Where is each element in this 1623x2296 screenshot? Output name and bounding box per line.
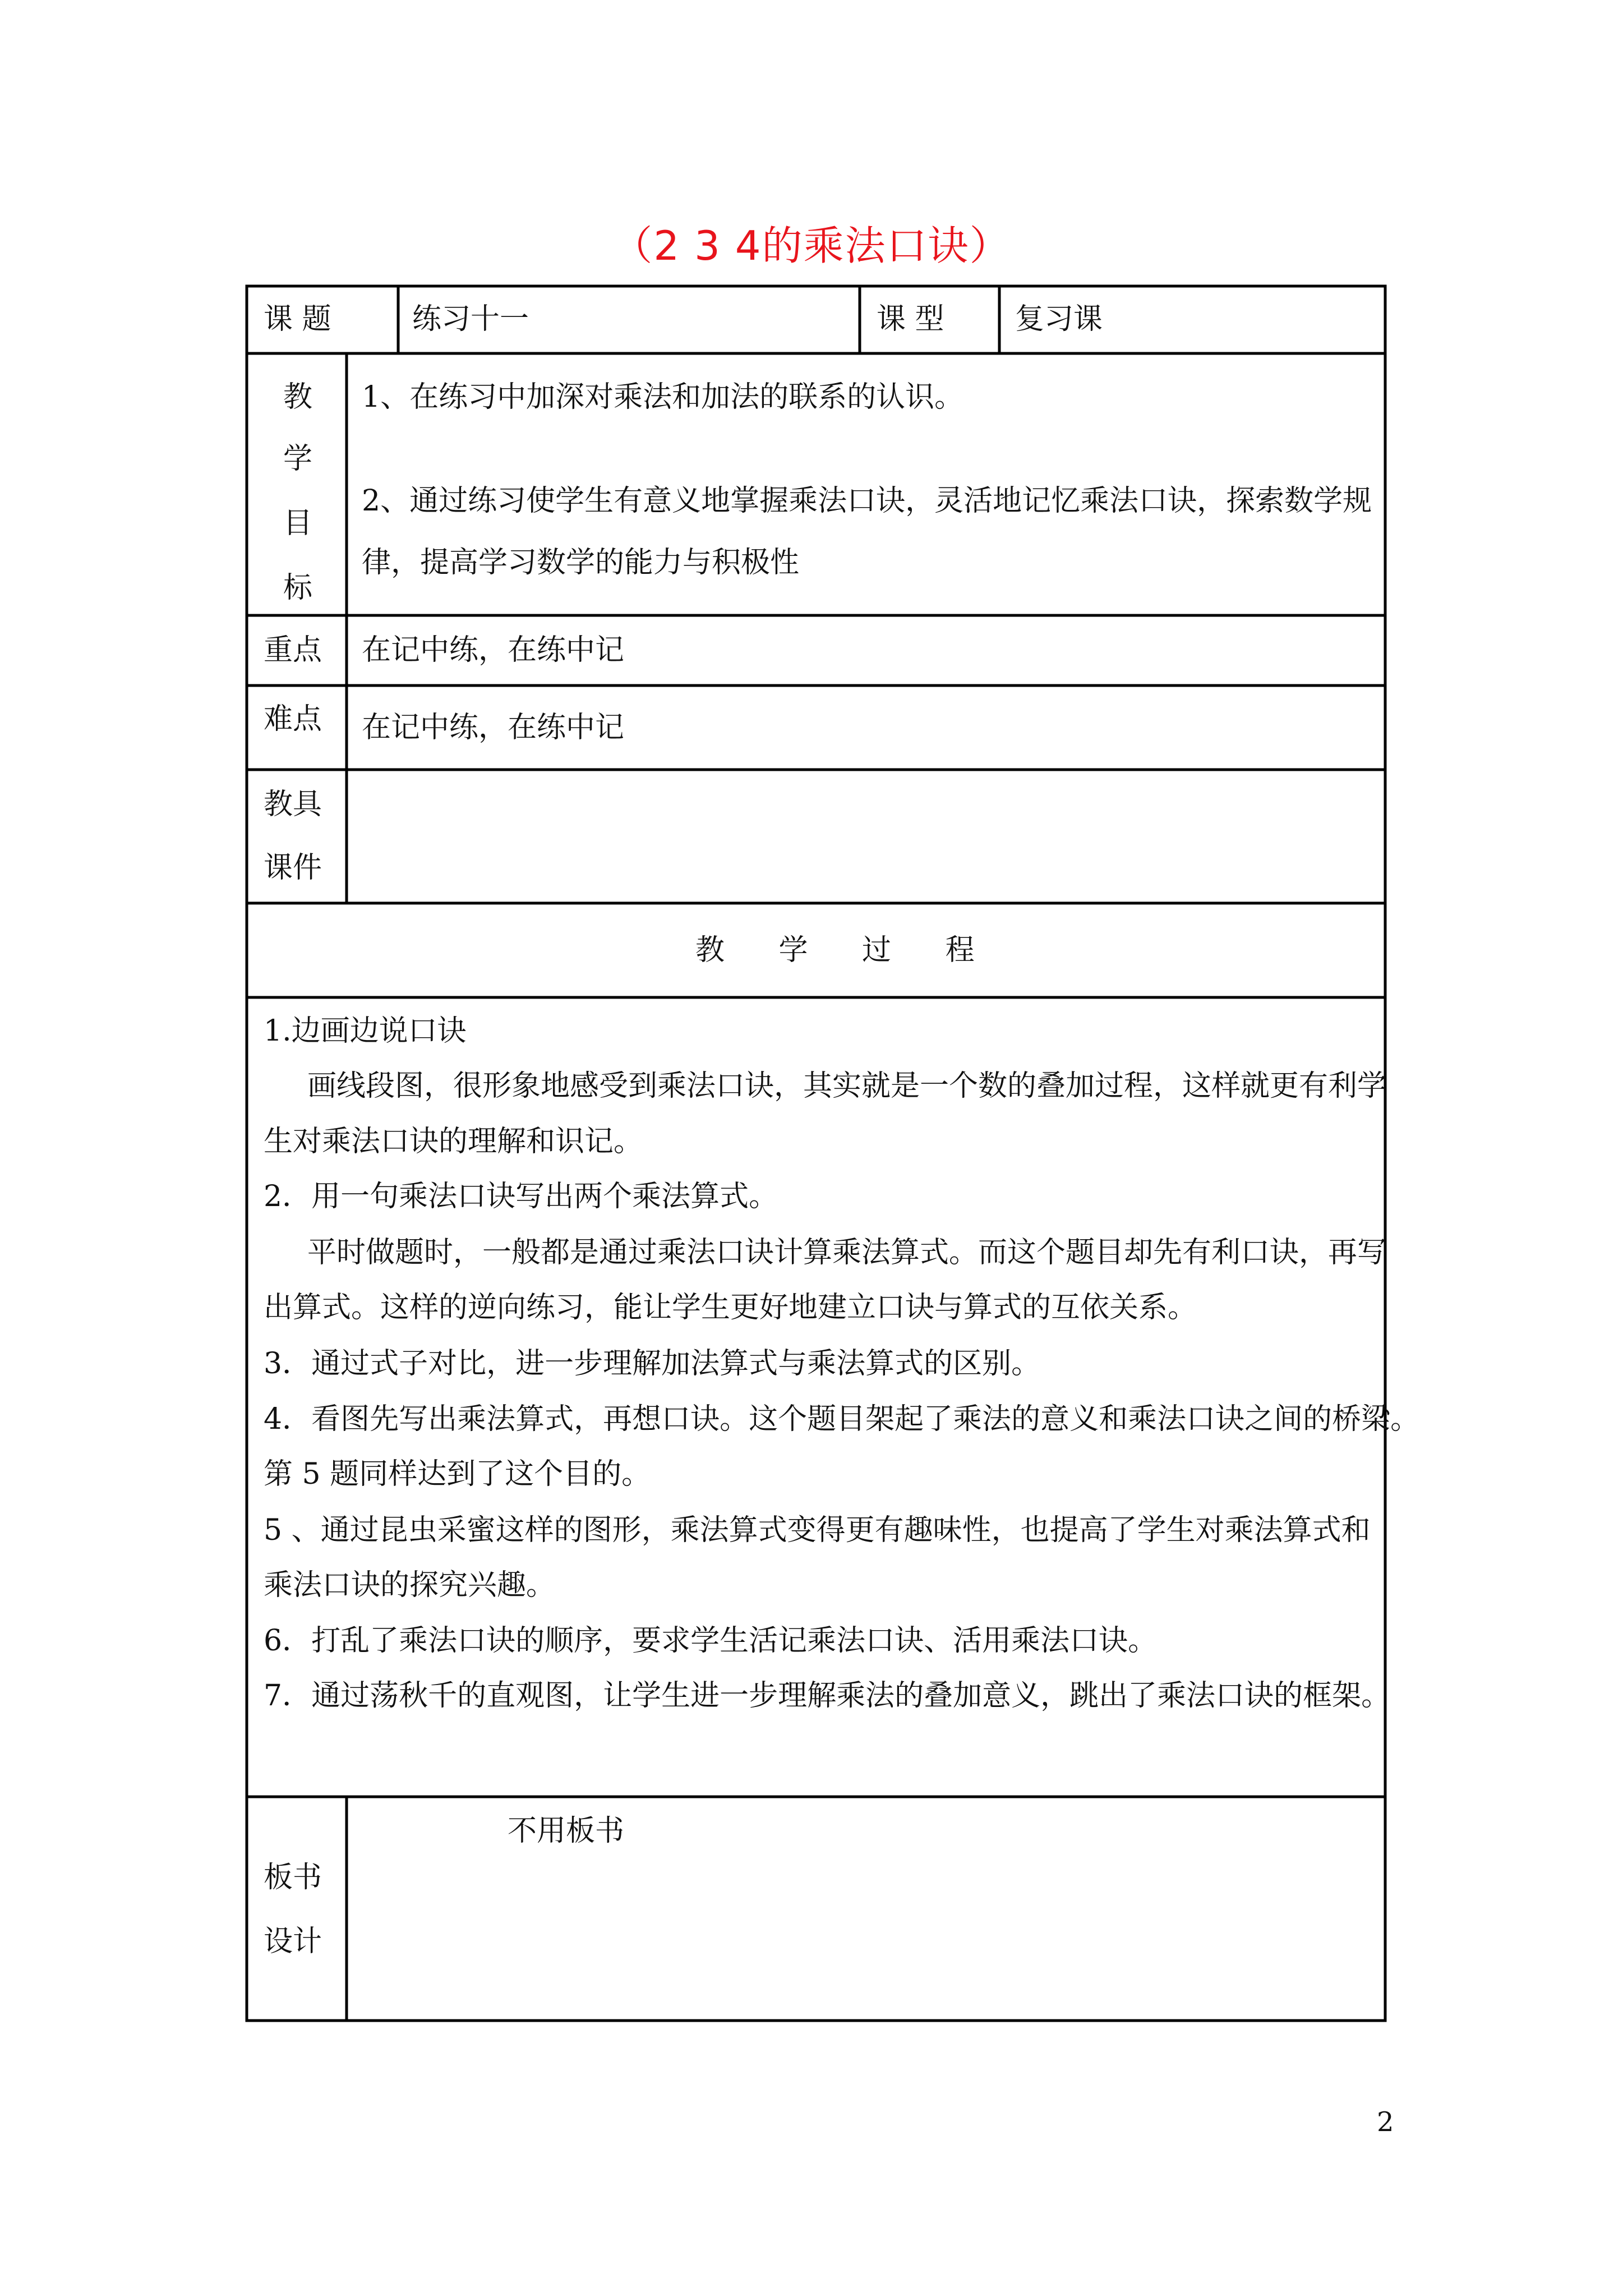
objectives-label-char: 标 [283,571,313,605]
board-label-line-2: 设计 [264,1925,322,1958]
tools-label-line-2: 课件 [264,851,322,885]
process-line: 出算式。这样的逆向练习，能让学生更好地建立口诀与算式的互依关系。 [264,1291,1197,1324]
process-line: 平时做题时，一般都是通过乘法口诀计算乘法算式。而这个题目却先有利口诀，再写 [307,1236,1387,1269]
lesson-type-label: 课 型 [877,302,944,336]
objectives-label-char: 教 [283,380,313,414]
objective-1: 1、在练习中加深对乘法和加法的联系的认识。 [362,380,964,414]
objective-2-line-1: 2、通过练习使学生有意义地掌握乘法口诀，灵活地记忆乘法口诀，探索数学规 [362,484,1372,518]
process-line: 乘法口诀的探究兴趣。 [264,1568,556,1602]
document-title: （2 3 4的乘法口诀） [612,222,1011,269]
process-line: 7．通过荡秋千的直观图，让学生进一步理解乘法的叠加意义，跳出了乘法口诀的框架。 [264,1679,1391,1713]
process-line: 4．看图先写出乘法算式，再想口诀。这个题目架起了乘法的意义和乘法口诀之间的桥梁。 [264,1402,1420,1436]
objective-2-line-2: 律，提高学习数学的能力与积极性 [362,546,800,579]
difficulty-value: 在记中练，在练中记 [362,711,625,744]
process-line: 5 、通过昆虫采蜜这样的图形，乘法算式变得更有趣味性，也提高了学生对乘法算式和 [264,1513,1371,1547]
key-point-label: 重点 [264,633,322,667]
topic-label: 课 题 [264,302,331,336]
difficulty-label: 难点 [264,702,322,736]
process-line: 3．通过式子对比，进一步理解加法算式与乘法算式的区别。 [264,1347,1041,1381]
process-line: 生对乘法口诀的理解和识记。 [264,1125,643,1158]
process-line: 6．打乱了乘法口诀的顺序，要求学生活记乘法口诀、活用乘法口诀。 [264,1624,1158,1658]
process-line: 画线段图，很形象地感受到乘法口诀，其实就是一个数的叠加过程，这样就更有利学 [307,1069,1387,1103]
objectives-label-char: 目 [283,507,313,540]
process-line: 2．用一句乘法口诀写出两个乘法算式。 [264,1180,778,1213]
process-line: 第 5 题同样达到了这个目的。 [264,1457,651,1491]
tools-label-line-1: 教具 [264,788,322,821]
page-number: 2 [1377,2106,1394,2138]
lesson-type-value: 复习课 [1015,302,1103,336]
process-line: 1.边画边说口诀 [264,1014,467,1048]
topic-value: 练习十一 [412,302,529,336]
key-point-value: 在记中练，在练中记 [362,633,625,667]
objectives-label-char: 学 [283,442,313,476]
board-label-line-1: 板书 [264,1861,322,1894]
process-heading: 教 学 过 程 [695,933,997,967]
board-value: 不用板书 [508,1814,625,1848]
